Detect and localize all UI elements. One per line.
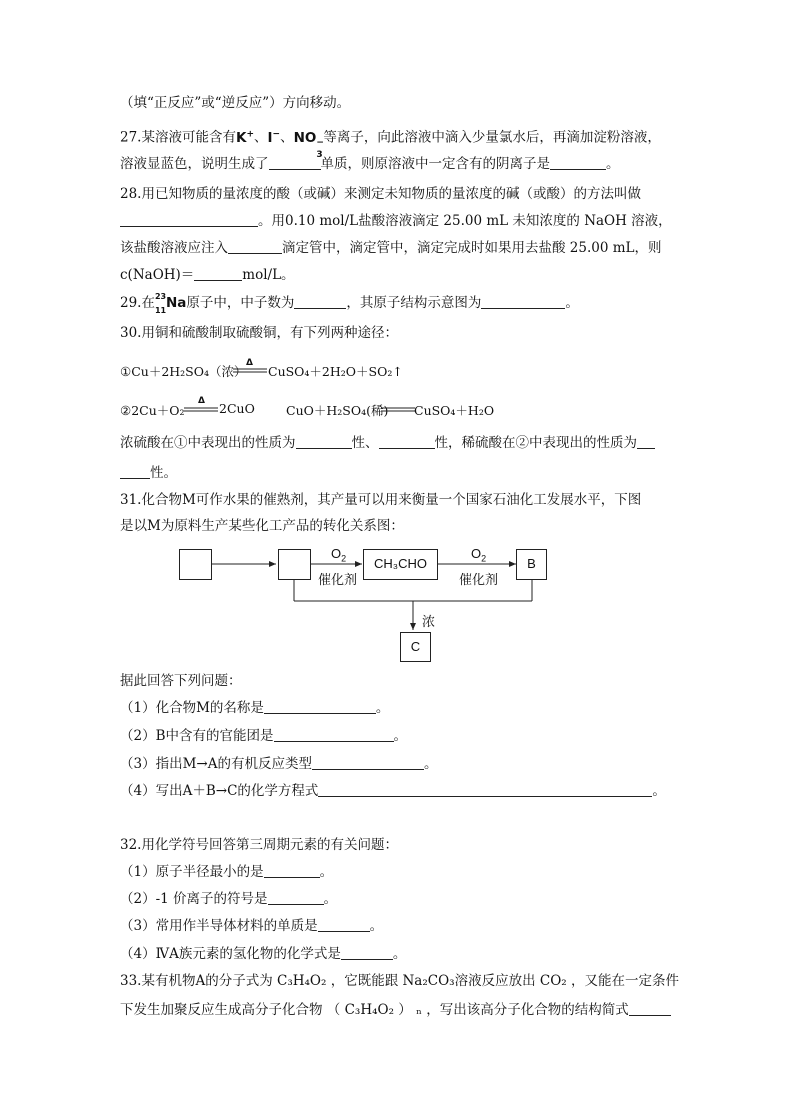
ion-i: I− [267,129,281,146]
answer-blank[interactable] [318,782,652,797]
answer-blank[interactable] [264,699,376,714]
answer-blank[interactable] [294,294,346,309]
q33-line2: 下发生加聚反应生成高分子化合物 （ C₃H₄O₂ ） ₙ ，写出该高分子化合物的结构简式 [120,1001,671,1019]
route2-eq2-left: CuO＋H₂SO₄(稀) [286,403,389,418]
catalyst-label-b: 催化剂 [459,572,499,587]
heat-condition: Δ [198,396,205,406]
equals-arrow-1 [233,368,267,374]
q32-sub1: （1）原子半径最小的是 。 [120,864,334,880]
q32-sub4: （4）ⅣA族元素的氢化物的化学式是 。 [120,946,407,962]
catalyst-label-a: 催化剂 [318,572,358,587]
answer-blank[interactable] [120,464,150,479]
answer-blank[interactable] [296,434,352,449]
answer-blank[interactable] [637,434,655,449]
q30-line-a: 浓硫酸在①中表现出的性质为 性、 性，稀硫酸在②中表现出的性质为 [120,434,655,452]
q31-line2: 是以M为原料生产某些化工产品的转化关系图： [120,518,404,534]
q28-line1: 28.用已知物质的量浓度的酸（或碱）来测定未知物质的量浓度的碱（或酸）的方法叫做 [120,186,641,202]
box-a [278,549,311,580]
q26-tail: （填“正反应”或“逆反应”）方向移动。 [120,95,351,111]
answer-blank[interactable] [194,266,242,281]
equals-arrow-3 [381,407,415,413]
answer-blank[interactable] [120,212,258,227]
answer-blank[interactable] [550,155,606,170]
q31-sub3: （3）指出M→A的有机反应类型 。 [120,756,438,772]
answer-blank[interactable] [379,434,435,449]
box-c: C [400,632,431,662]
equals-arrow-2 [184,407,218,413]
q28-line3: 该盐酸溶液应注入 滴定管中，滴定管中，滴定完成时如果用去盐酸 25.00 mL，则 [120,240,662,256]
route1-right: CuSO₄＋2H₂O＋SO₂↑ [268,364,403,379]
answer-blank[interactable] [341,945,393,960]
answer-blank[interactable] [312,755,424,770]
box-b: B [516,549,547,580]
q29-line: 29.在 23 11 Na原子中，中子数为 ，其原子结构示意图为 。 [120,292,579,315]
q32-intro: 32.用化学符号回答第三周期元素的有关问题： [120,837,398,853]
route2-mid: 2CuO [219,401,255,416]
heat-condition: Δ [246,358,253,368]
answer-blank[interactable] [318,917,370,932]
route2-eq2-right: CuSO₄＋H₂O [414,403,495,418]
q32-sub2: （2）-1 价离子的符号是 。 [120,891,338,907]
route2-left: ②2Cu＋O₂ [120,403,185,418]
box-ch3cho: CH₃CHO [363,549,438,580]
q28-line4: c(NaOH)＝ mol/L。 [120,267,295,283]
q28-line2: 。用0.10 mol/L盐酸溶液滴定 25.00 mL 未知浓度的 NaOH 溶液， [120,212,672,230]
q30-line-b: 性。 [120,464,177,482]
o2-label-a: $O_2$ [331,546,347,564]
answer-blank[interactable] [228,239,282,254]
o2-label-b: $O_2$ [471,546,487,564]
answer-blank[interactable] [264,863,320,878]
q31-sub2: （2）B中含有的官能团是 。 [120,728,408,744]
answer-blank[interactable] [481,294,565,309]
q31-sub1: （1）化合物M的名称是 。 [120,700,390,716]
q27-line1: 27.某溶液可能含有K+、I−、NO − 3 等离子，向此溶液中滴入少量氯水后，再滴加淀粉溶液， [120,129,661,160]
route1-left: ①Cu＋2H₂SO₄（浓） [120,364,247,379]
concentrated-label: 浓 [422,614,436,629]
answer-blank[interactable] [629,1001,671,1016]
q30-intro: 30.用铜和硫酸制取硫酸铜，有下列两种途径： [120,325,398,341]
box-m [179,549,212,580]
q31-sub4: （4）写出A＋B→C的化学方程式 。 [120,783,666,799]
q33-line1: 33.某有机物A的分子式为 C₃H₄O₂ ，它既能跟 Na₂CO₃溶液反应放出 CO₂ ，又能在一定条件 [120,973,679,989]
ion-no3: NO − 3 [293,129,324,160]
q32-sub3: （3）常用作半导体材料的单质是 。 [120,918,384,934]
ion-k: K+ [235,129,254,146]
answer-blank[interactable] [269,155,321,170]
q31-line1: 31.化合物M可作水果的催熟剂，其产量可以用来衡量一个国家石油化工发展水平，下图 [120,492,642,508]
q27-line2: 溶液显蓝色，说明生成了 单质，则原溶液中一定含有的阴离子是 。 [120,156,620,172]
na-isotope: 23 11 Na [154,292,187,315]
q31-prompt: 据此回答下列问题： [120,673,242,689]
answer-blank[interactable] [274,727,394,742]
answer-blank[interactable] [268,890,324,905]
